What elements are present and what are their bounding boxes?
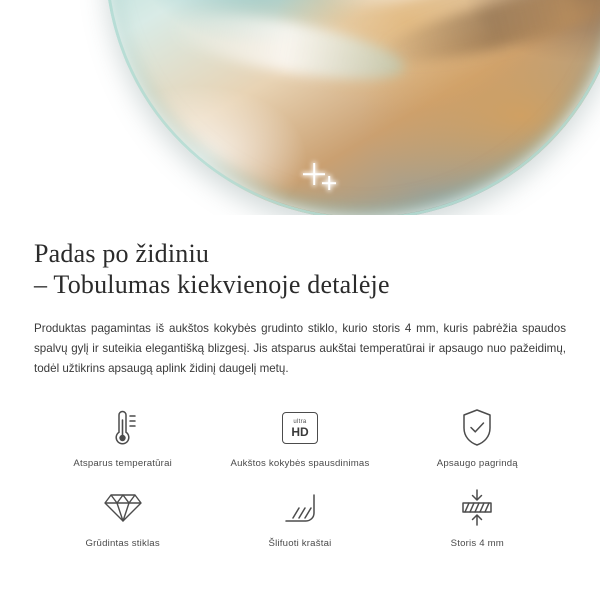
headline-line-1: Padas po židiniu xyxy=(34,239,210,268)
feature-label: Storis 4 mm xyxy=(450,538,504,549)
ultra-hd-badge-main: HD xyxy=(291,424,309,439)
polished-edges-icon xyxy=(282,485,318,531)
content-section xyxy=(0,238,600,549)
thermometer-icon xyxy=(106,405,140,451)
hero-image-section xyxy=(0,0,600,215)
feature-item-polished-edges xyxy=(211,485,388,549)
feature-label: Apsaugo pagrindą xyxy=(436,458,518,469)
feature-label: Šlifuoti kraštai xyxy=(268,538,332,549)
ultra-hd-icon xyxy=(282,405,318,451)
feature-item-print-quality xyxy=(211,405,388,469)
ultra-hd-badge-top: ultra xyxy=(293,418,307,425)
feature-label: Grūdintas stiklas xyxy=(85,538,160,549)
shield-check-icon xyxy=(459,405,495,451)
diamond-icon xyxy=(103,485,143,531)
headline-line-2: – Tobulumas kiekvienoje detalėje xyxy=(34,270,390,299)
feature-item-thickness xyxy=(389,485,566,549)
page-title xyxy=(34,238,566,300)
feature-grid xyxy=(34,405,566,549)
feature-item-temperature-resistant xyxy=(34,405,211,469)
thickness-icon xyxy=(458,485,496,531)
feature-label: Aukštos kokybės spausdinimas xyxy=(230,458,370,469)
feature-item-surface-protection xyxy=(389,405,566,469)
marble-glass-disc-image xyxy=(105,0,600,215)
feature-label: Atsparus temperatūrai xyxy=(73,458,172,469)
glass-edge-highlight xyxy=(105,0,600,215)
feature-item-tempered-glass xyxy=(34,485,211,549)
product-description-text: Produktas pagamintas iš aukštos kokybės grudinto stiklo, kurio storis 4 mm, kuris pabrėžia spaudos spalvų gylį ir suteikia elegantišką blizgesį. Jis atsparus aukštai temperatūrai ir apsaugo nuo pažeidimų, todėl užtikrins apsaugą aplink židinį daugelį metų. xyxy=(34,322,566,375)
